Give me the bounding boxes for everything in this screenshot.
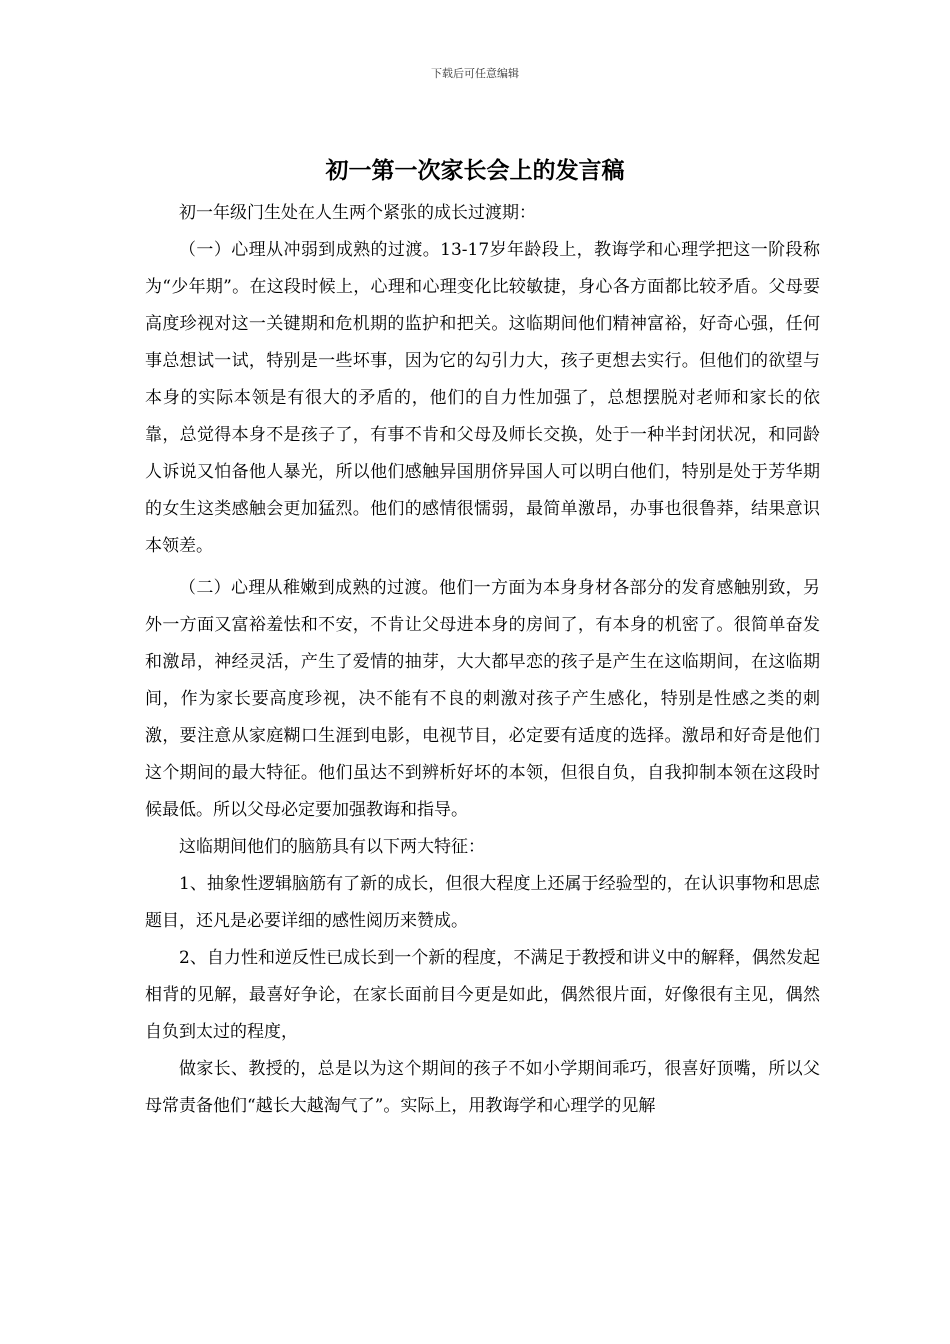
paragraph-feature-one: 1、抽象性逻辑脑筋有了新的成长，但很大程度上还属于经验型的，在认识事物和思虑题目，还凡是必要详细的感性阅历来赞成。 <box>145 874 820 931</box>
document-body <box>145 195 820 1125</box>
paragraph-intro: 初一年级门生处在人生两个紧张的成长过渡期： <box>179 203 536 223</box>
paragraph-parents-teachers: 做家长、教授的，总是以为这个期间的孩子不如小学期间乖巧，很喜好顶嘴，所以父母常责备他们“越长大越淘气了”。实际上，用教诲学和心理学的见解 <box>145 1059 820 1116</box>
paragraph-section-two: （二）心理从稚嫩到成熟的过渡。他们一方面为本身身材各部分的发育感触别致，另外一方面又富裕羞怯和不安，不肯让父母进本身的房间了，有本身的机密了。很简单奋发和激昂，神经灵活，产生了爱情的抽芽，大大都早恋的孩子是产生在这临期间，在这临期间，作为家长要高度珍视，决不能有不良的刺激对孩子产生感化，特别是性感之类的刺激，要注意从家庭糊口生涯到电影，电视节目，必定要有适度的选择。激昂和好奇是他们这个期间的最大特征。他们虽达不到辨析好坏的本领，但很自负，自我抑制本领在这段时候最低。所以父母必定要加强教诲和指导。 <box>145 578 820 820</box>
header-note: 下载后可任意编辑 <box>431 67 519 80</box>
paragraph-thinking-features: 这临期间他们的脑筋具有以下两大特征： <box>179 837 485 857</box>
paragraph-section-one: （一）心理从冲弱到成熟的过渡。13-17岁年龄段上，教诲学和心理学把这一阶段称为“少年期”。在这段时候上，心理和心理变化比较敏捷，身心各方面都比较矛盾。父母要高度珍视对这一关键期和危机期的监护和把关。这临期间他们精神富裕，好奇心强，任何事总想试一试，特别是一些坏事，因为它的勾引力大，孩子更想去实行。但他们的欲望与本身的实际本领是有很大的矛盾的，他们的自力性加强了，总想摆脱对老师和家长的依靠，总觉得本身不是孩子了，有事不肯和父母及师长交换，处于一种半封闭状况，和同龄人诉说又怕备他人暴光，所以他们感触异国朋侪异国人可以明白他们，特别是处于芳华期的女生这类感触会更加猛烈。他们的感情很懦弱，最简单激昂，办事也很鲁莽，结果意识本领差。 <box>145 240 820 556</box>
document-title: 初一第一次家长会上的发言稿 <box>325 157 625 184</box>
paragraph-feature-two: 2、自力性和逆反性已成长到一个新的程度，不满足于教授和讲义中的解释，偶然发起相背的见解，最喜好争论，在家长面前目今更是如此，偶然很片面，好像很有主见，偶然自负到太过的程度， <box>145 948 820 1042</box>
